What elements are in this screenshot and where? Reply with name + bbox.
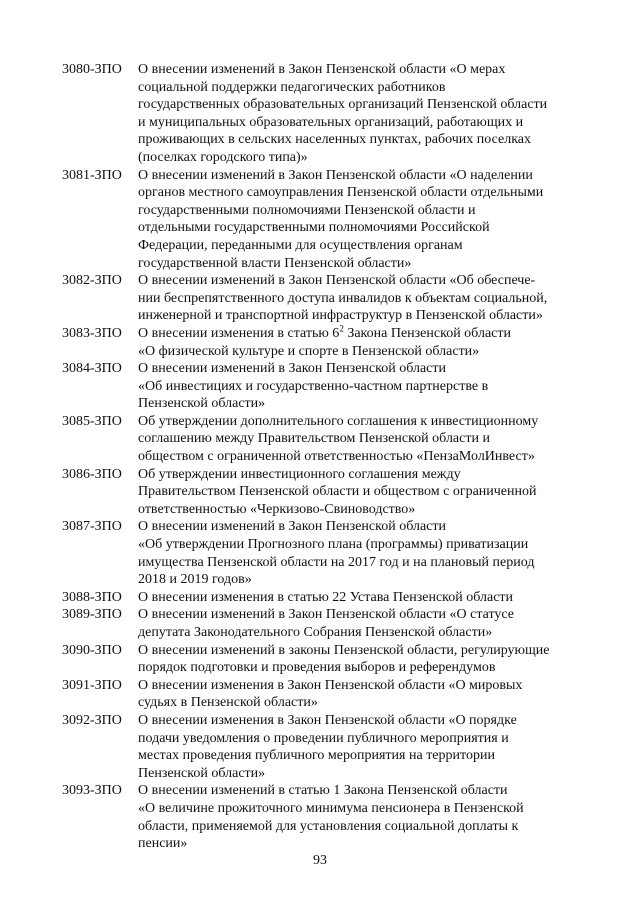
- law-title: [138, 167, 582, 273]
- law-number: 3089-ЗПО: [62, 607, 122, 623]
- title-line: 2018 и 2019 годов»: [138, 572, 252, 588]
- title-line: Пензенской области»: [138, 396, 266, 412]
- law-number: 3093-ЗПО: [62, 783, 122, 799]
- law-number: 3088-ЗПО: [62, 589, 122, 605]
- law-entry-3081: [62, 167, 582, 273]
- law-entry-3087: [62, 518, 582, 588]
- title-line: О внесении изменений в Закон Пензенской области «О статусе: [138, 607, 514, 623]
- law-entry-3093: [62, 782, 582, 852]
- law-title: [138, 518, 582, 588]
- law-title: [138, 712, 582, 782]
- title-line: области, применяемой для установления социальной доплаты к: [138, 818, 519, 834]
- law-entry-3082: [62, 272, 582, 325]
- law-number: 3084-ЗПО: [62, 361, 122, 377]
- title-line: нии беспрепятственного доступа инвалидов к объектам социальной,: [138, 290, 548, 306]
- title-line: О внесении изменений в статью 1 Закона Пензенской области: [138, 783, 508, 799]
- law-number: 3087-ЗПО: [62, 519, 122, 535]
- title-line: соглашению между Правительством Пензенской области и: [138, 431, 490, 447]
- title-line: О внесении изменений в законы Пензенской области, регулирующие: [138, 642, 550, 658]
- title-line: проживающих в сельских населенных пунктах, рабочих поселках: [138, 132, 532, 148]
- law-title: [138, 413, 582, 466]
- law-title: [138, 466, 582, 519]
- title-line: обществом с ограниченной ответственностью «ПензаМолИнвест»: [138, 449, 535, 465]
- law-number: 3091-ЗПО: [62, 677, 122, 693]
- title-line: (поселках городского типа)»: [138, 149, 308, 165]
- law-number: 3092-ЗПО: [62, 712, 122, 728]
- law-entry-3084: [62, 360, 582, 413]
- title-line: государственной власти Пензенской области»: [138, 255, 412, 271]
- law-title: [138, 325, 582, 360]
- title-line: Об утверждении дополнительного соглашения к инвестиционному: [138, 413, 539, 429]
- title-line: О внесении изменений в Закон Пензенской области «О наделении: [138, 167, 533, 183]
- law-number: 3083-ЗПО: [62, 325, 122, 341]
- law-number: 3090-ЗПО: [62, 642, 122, 658]
- law-number: 3081-ЗПО: [62, 167, 122, 183]
- title-line: государственных образовательных организаций Пензенской области: [138, 97, 548, 113]
- title-text: Закона Пензенской области: [343, 325, 511, 341]
- law-number: 3086-ЗПО: [62, 466, 122, 482]
- law-entry-3091: [62, 677, 582, 712]
- superscript-number: 2: [339, 323, 344, 334]
- title-line: О внесении изменений в Закон Пензенской области: [138, 361, 446, 377]
- title-line: О внесении изменения в статью 22 Устава Пензенской области: [138, 589, 514, 605]
- title-line: Федерации, переданными для осуществления органам: [138, 237, 463, 253]
- title-text: О внесении изменения в статью 6: [138, 325, 340, 341]
- title-line: О внесении изменения в Закон Пензенской области «О порядке: [138, 712, 517, 728]
- title-line: инженерной и транспортной инфраструктур в Пензенской области»: [138, 308, 543, 324]
- law-entry-3085: [62, 413, 582, 466]
- page-number: 93: [313, 853, 327, 868]
- title-line: «Об утверждении Прогнозного плана (программы) приватизации: [138, 537, 529, 553]
- law-title: [138, 589, 582, 607]
- law-entry-3083: [62, 325, 582, 360]
- title-line: пенсии»: [138, 836, 188, 852]
- law-number: 3080-ЗПО: [62, 62, 122, 77]
- title-line: О внесении изменения в Закон Пензенской области «О мировых: [138, 677, 523, 693]
- title-line: [138, 325, 582, 343]
- law-list: [62, 61, 582, 853]
- title-line: органов местного самоуправления Пензенской области отдельными: [138, 185, 544, 201]
- title-line: «О физической культуре и спорте в Пензенской области»: [138, 343, 480, 359]
- law-number: 3082-ЗПО: [62, 273, 122, 289]
- title-line: порядок подготовки и проведения выборов и референдумов: [138, 660, 496, 676]
- law-title: [138, 272, 582, 325]
- law-entry-3092: [62, 712, 582, 782]
- title-line: «О величине прожиточного минимума пенсионера в Пензенской: [138, 800, 524, 816]
- title-line: отдельными государственными полномочиями Российской: [138, 220, 490, 236]
- title-line: депутата Законодательного Собрания Пензенской области»: [138, 625, 493, 640]
- law-entry-3080: [62, 61, 582, 167]
- law-title: [138, 61, 582, 167]
- title-line: Об утверждении инвестиционного соглашения между: [138, 466, 461, 482]
- law-title: [138, 642, 582, 677]
- title-line: государственными полномочиями Пензенской области и: [138, 202, 476, 218]
- law-title: [138, 677, 582, 712]
- title-line: Правительством Пензенской области и обществом с ограниченной: [138, 484, 537, 500]
- title-line: Пензенской области»: [138, 765, 266, 781]
- law-number: 3085-ЗПО: [62, 413, 122, 429]
- law-entry-3086: [62, 466, 582, 519]
- title-line: подачи уведомления о проведении публичного мероприятия и: [138, 730, 509, 746]
- title-line: О внесении изменений в Закон Пензенской области «Об обеспече-: [138, 273, 536, 289]
- title-line: О внесении изменений в Закон Пензенской области «О мерах: [138, 62, 506, 77]
- title-line: судьях в Пензенской области»: [138, 695, 318, 711]
- title-line: «Об инвестициях и государственно-частном партнерстве в: [138, 378, 489, 394]
- title-line: О внесении изменений в Закон Пензенской области: [138, 519, 446, 535]
- law-title: [138, 606, 582, 641]
- law-title: [138, 360, 582, 413]
- title-line: местах проведения публичного мероприятия на территории: [138, 748, 495, 764]
- title-line: имущества Пензенской области на 2017 год и на плановый период: [138, 554, 535, 570]
- title-line: ответственностью «Черкизово-Свиноводство»: [138, 501, 416, 517]
- title-line: и муниципальных образовательных организаций, работающих и: [138, 114, 524, 130]
- law-entry-3090: [62, 642, 582, 677]
- law-entry-3088: [62, 589, 582, 607]
- law-title: [138, 782, 582, 852]
- law-entry-3089: [62, 606, 582, 641]
- title-line: социальной поддержки педагогических работников: [138, 79, 446, 95]
